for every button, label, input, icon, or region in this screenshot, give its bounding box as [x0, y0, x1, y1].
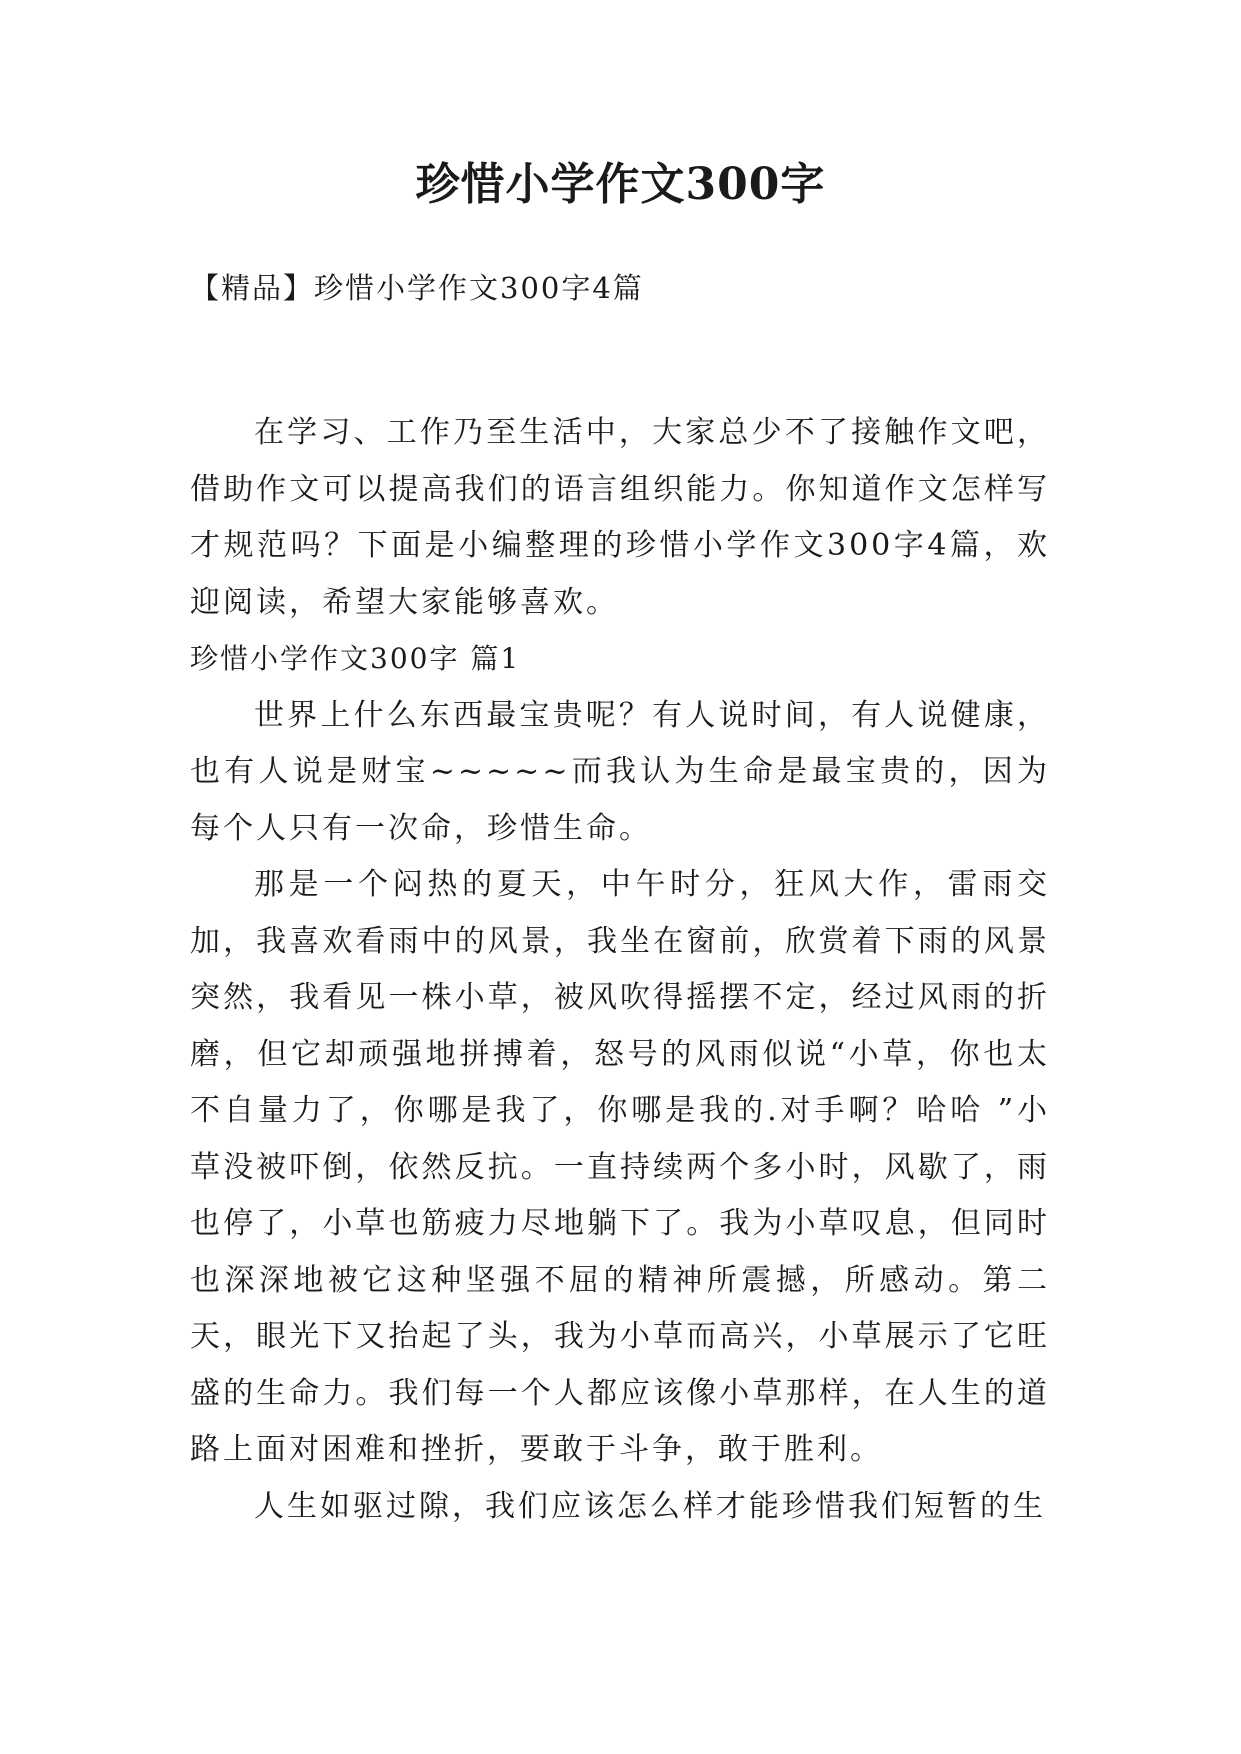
document-subtitle: 【精品】珍惜小学作文300字4篇 [190, 271, 644, 305]
body-paragraph-2: 那是一个闷热的夏天，中午时分，狂风大作，雷雨交加，我喜欢看雨中的风景，我坐在窗前，欣赏着下雨的风景突然，我看见一株小草，被风吹得摇摆不定，经过风雨的折磨，但它却顽强地拼搏着，怒号的风雨似说“小草，你也太不自量力了，你哪是我了，你哪是我的.对手啊？哈哈 ”小草没被吓倒，依然反抗。一直持续两个多小时，风歇了，雨也停了，小草也筋疲力尽地躺下了。我为小草叹息，但同时也深深地被它这种坚强不屈的精神所震撼，所感动。第二天，眼光下又抬起了头，我为小草而高兴，小草展示了它旺盛的生命力。我们每一个人都应该像小草那样，在人生的道路上面对困难和挫折，要敢于斗争，敢于胜利。 [190, 867, 1050, 1467]
section-heading: 珍惜小学作文300字 篇1 [190, 642, 521, 675]
document-title: 珍惜小学作文300字 [415, 159, 826, 210]
intro-paragraph: 在学习、工作乃至生活中，大家总少不了接触作文吧，借助作文可以提高我们的语言组织能力。你知道作文怎样写才规范吗？下面是小编整理的珍惜小学作文300字4篇，欢迎阅读，希望大家能够喜欢。 [190, 415, 1050, 620]
document-body [190, 405, 1050, 1535]
body-paragraph-1: 世界上什么东西最宝贵呢？有人说时间，有人说健康，也有人说是财宝~~~~~而我认为生命是最宝贵的，因为每个人只有一次命，珍惜生命。 [190, 697, 1050, 846]
body-paragraph-3: 人生如驱过隙，我们应该怎么样才能珍惜我们短暂的生 [254, 1488, 1046, 1524]
